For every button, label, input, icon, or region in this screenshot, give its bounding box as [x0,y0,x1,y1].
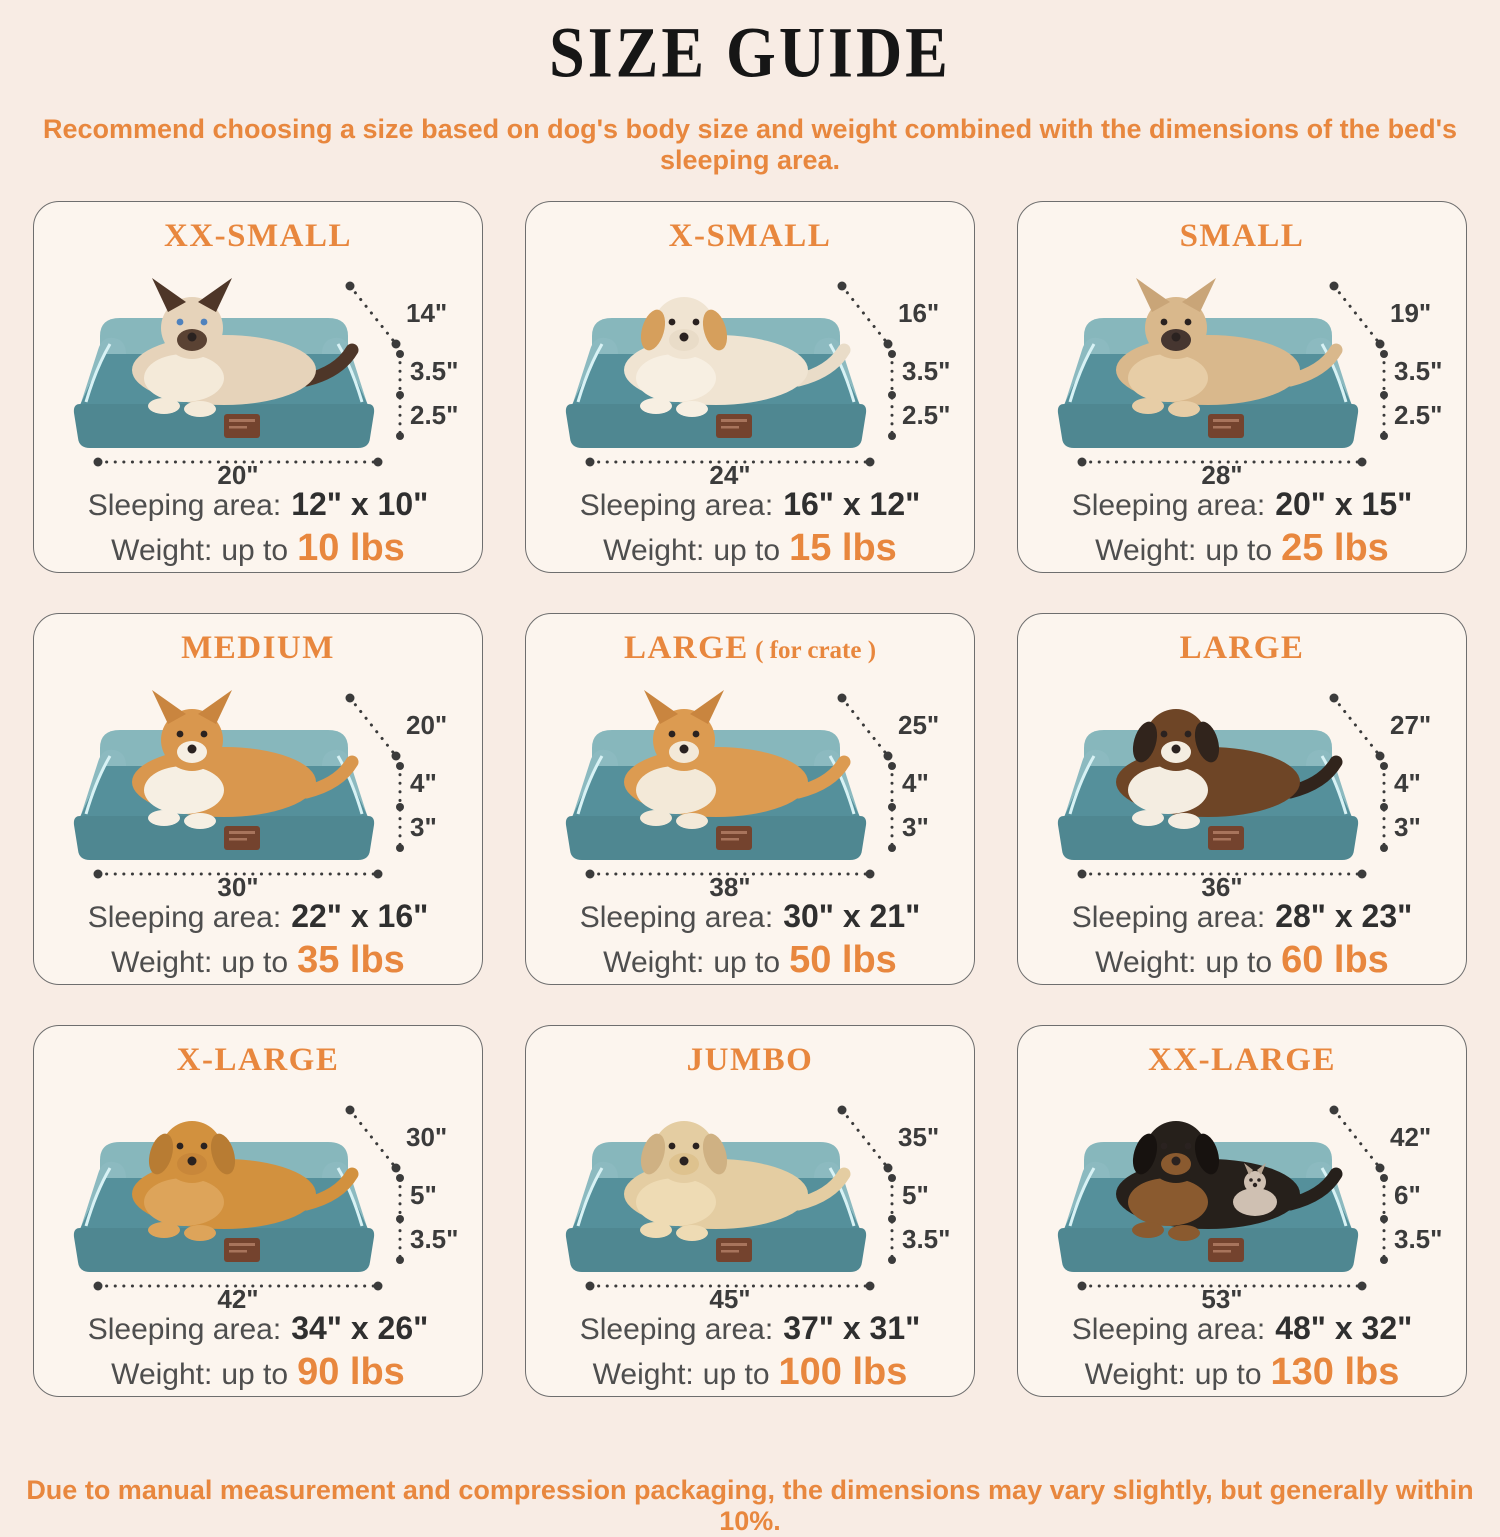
pet-paw [1132,398,1164,414]
pet-eye [1161,319,1168,326]
card-title [34,216,482,256]
sleeping-area-label: Sleeping area: [1071,1313,1266,1346]
pet-chest [1128,354,1208,402]
base-height-dimension-label: 3.5" [902,1224,951,1254]
sleeping-area-line [34,1310,482,1347]
base-height-dimension-label: 2.5" [1394,400,1443,430]
pet-eye [693,731,700,738]
pet-paw [640,810,672,826]
up-to-label: up to [702,1358,770,1391]
pet-paw [640,398,672,414]
bed-illustration [34,664,483,898]
sleeping-area-label: Sleeping area: [579,489,774,522]
pet-chest [636,766,716,814]
pet-nose [680,1157,689,1166]
pet-nose [1172,745,1181,754]
pet-eye [669,319,676,326]
bed-illustration [1018,1076,1467,1310]
pet-eye [1185,731,1192,738]
weight-line [526,1351,974,1394]
size-label: LARGE [623,630,749,666]
brand-tag-icon [1208,826,1244,850]
pet-paw [676,1225,708,1241]
base-height-dimension-label: 3.5" [1394,1224,1443,1254]
sleeping-area-label: Sleeping area: [579,901,774,934]
weight-value: 130 lbs [1270,1351,1400,1393]
weight-line [1018,939,1466,982]
bed-illustration [526,1076,975,1310]
pet-eye [1185,319,1192,326]
size-label: LARGE [1179,630,1305,666]
brand-tag-icon [224,826,260,850]
pet-paw [1168,1225,1200,1241]
bed-illustration [526,664,975,898]
pet-paw [184,813,216,829]
weight-line [526,939,974,982]
weight-line [1018,527,1466,570]
pet-paw [148,398,180,414]
pet-eye [1185,1143,1192,1150]
pet-paw [640,1222,672,1238]
pet-nose [1172,333,1181,342]
pet-chest [636,354,716,402]
weight-label: Weight: [603,534,705,567]
sleeping-area-value: 20" x 15" [1275,486,1413,522]
weight-label: Weight: [1095,534,1197,567]
base-height-dimension-label: 3.5" [410,1224,459,1254]
depth-dimension-label: 20" [406,710,448,740]
width-dimension-label: 45" [709,1284,751,1310]
sleeping-area-line [1018,1310,1466,1347]
pet-nose [188,745,197,754]
depth-dimension-label: 42" [1390,1122,1432,1152]
up-to-label: up to [221,534,289,567]
weight-line [526,527,974,570]
bed-illustration [1018,664,1467,898]
size-card [1017,1025,1467,1397]
card-title [526,628,974,668]
width-dimension-label: 53" [1201,1284,1243,1310]
base-height-dimension-label: 2.5" [902,400,951,430]
sleeping-area-label: Sleeping area: [579,1313,774,1346]
width-dimension-label: 36" [1201,872,1243,898]
pet-nose [1172,1157,1181,1166]
pet-paw [1168,401,1200,417]
size-label: X-SMALL [668,218,832,254]
sleeping-area-value: 12" x 10" [291,486,429,522]
page-subtitle: Recommend choosing a size based on dog's body size and weight combined with the dimensions of the bed's sleeping area. [42,114,1458,175]
size-label: XX-LARGE [1147,1042,1336,1078]
card-title [526,1040,974,1080]
sleeping-area-label: Sleeping area: [1071,901,1266,934]
width-dimension-label: 38" [709,872,751,898]
size-label: XX-SMALL [163,218,352,254]
weight-line [34,1351,482,1394]
footer-note: Due to manual measurement and compression packaging, the dimensions may vary slightly, but generally within 10%. [26,1475,1474,1536]
sleeping-area-value: 37" x 31" [783,1310,921,1346]
weight-label: Weight: [111,534,213,567]
sleeping-area-value: 28" x 23" [1275,898,1413,934]
up-to-label: up to [1205,534,1273,567]
depth-dimension-label: 19" [1390,298,1432,328]
weight-value: 50 lbs [789,939,897,981]
pet-nose [188,333,197,342]
bolster-height-dimension-label: 3.5" [410,356,459,386]
pet-eye [693,1143,700,1150]
size-label: X-LARGE [176,1042,340,1078]
sleeping-area-value: 34" x 26" [291,1310,429,1346]
width-dimension-label: 24" [709,460,751,486]
bolster-height-dimension-label: 4" [902,768,929,798]
card-title [1018,216,1466,256]
size-card [1017,201,1467,573]
brand-tag-icon [1208,414,1244,438]
bed-illustration [1018,252,1467,486]
base-height-dimension-label: 3" [1394,812,1421,842]
sleeping-area-value: 22" x 16" [291,898,429,934]
pet-eye [177,731,184,738]
size-label: SMALL [1179,218,1305,254]
depth-dimension-label: 30" [406,1122,448,1152]
weight-value: 100 lbs [778,1351,908,1393]
card-title [1018,1040,1466,1080]
sleeping-area-value: 16" x 12" [783,486,921,522]
weight-label: Weight: [1084,1358,1186,1391]
sleeping-area-line [34,898,482,935]
weight-line [34,939,482,982]
base-height-dimension-label: 3" [902,812,929,842]
pet-paw [148,1222,180,1238]
pet-chest [144,354,224,402]
sleeping-area-label: Sleeping area: [87,901,282,934]
brand-tag-icon [716,414,752,438]
pet-eye [1161,731,1168,738]
depth-dimension-label: 25" [898,710,940,740]
page-title: SIZE GUIDE [549,12,951,93]
sleeping-area-line [526,898,974,935]
pet-nose [188,1157,197,1166]
size-card [1017,613,1467,985]
size-label: MEDIUM [181,630,335,666]
pet-paw [1168,813,1200,829]
width-dimension-label: 30" [217,872,259,898]
sleeping-area-value: 48" x 32" [1275,1310,1413,1346]
pet-chest [144,1178,224,1226]
pet-paw [676,401,708,417]
sleeping-area-line [1018,486,1466,523]
card-title [1018,628,1466,668]
weight-label: Weight: [592,1358,694,1391]
up-to-label: up to [221,946,289,979]
up-to-label: up to [1194,1358,1262,1391]
weight-line [34,527,482,570]
pet-eye [669,1143,676,1150]
sleeping-area-label: Sleeping area: [1071,489,1266,522]
pet-paw [184,1225,216,1241]
width-dimension-label: 28" [1201,460,1243,486]
weight-label: Weight: [603,946,705,979]
weight-value: 35 lbs [297,939,405,981]
sleeping-area-line [526,486,974,523]
sleeping-area-line [526,1310,974,1347]
card-title [526,216,974,256]
size-card [33,1025,483,1397]
depth-dimension-label: 14" [406,298,448,328]
width-dimension-label: 20" [217,460,259,486]
depth-dimension-label: 35" [898,1122,940,1152]
size-suffix: ( for crate ) [748,637,877,664]
size-card [33,201,483,573]
bolster-height-dimension-label: 5" [902,1180,929,1210]
pet-paw [676,813,708,829]
pet-paw [148,810,180,826]
pet-nose [680,745,689,754]
weight-label: Weight: [1095,946,1197,979]
weight-label: Weight: [111,946,213,979]
bolster-height-dimension-label: 3.5" [902,356,951,386]
sleeping-area-label: Sleeping area: [87,489,282,522]
pet-chest [144,766,224,814]
pet-nose [680,333,689,342]
weight-value: 15 lbs [789,527,897,569]
pet-eye [201,731,208,738]
pet-eye [177,319,184,326]
size-card [33,613,483,985]
width-dimension-label: 42" [217,1284,259,1310]
bed-illustration [34,1076,483,1310]
weight-value: 10 lbs [297,527,405,569]
pet-chest [1128,1178,1208,1226]
size-card-grid [33,201,1467,1397]
bed-illustration [34,252,483,486]
up-to-label: up to [713,946,781,979]
bolster-height-dimension-label: 4" [1394,768,1421,798]
bolster-height-dimension-label: 3.5" [1394,356,1443,386]
weight-value: 25 lbs [1281,527,1389,569]
pet-chest [1128,766,1208,814]
card-title [34,1040,482,1080]
bolster-height-dimension-label: 6" [1394,1180,1421,1210]
card-title [34,628,482,668]
depth-dimension-label: 27" [1390,710,1432,740]
pet-paw [184,401,216,417]
sleeping-area-value: 30" x 21" [783,898,921,934]
pet-eye [693,319,700,326]
pet-eye [177,1143,184,1150]
size-card [525,1025,975,1397]
brand-tag-icon [224,414,260,438]
weight-value: 90 lbs [297,1351,405,1393]
weight-line [1018,1351,1466,1394]
pet-paw [1132,1222,1164,1238]
size-card [525,613,975,985]
pet-eye [669,731,676,738]
depth-dimension-label: 16" [898,298,940,328]
pet-eye [201,1143,208,1150]
brand-tag-icon [224,1238,260,1262]
size-card [525,201,975,573]
size-label: JUMBO [686,1042,814,1078]
brand-tag-icon [716,826,752,850]
bolster-height-dimension-label: 5" [410,1180,437,1210]
brand-tag-icon [1208,1238,1244,1262]
weight-label: Weight: [111,1358,213,1391]
pet-eye [1161,1143,1168,1150]
weight-value: 60 lbs [1281,939,1389,981]
pet-eye [201,319,208,326]
bolster-height-dimension-label: 4" [410,768,437,798]
sleeping-area-line [34,486,482,523]
sleeping-area-line [1018,898,1466,935]
bed-illustration [526,252,975,486]
up-to-label: up to [1205,946,1273,979]
sleeping-area-label: Sleeping area: [87,1313,282,1346]
brand-tag-icon [716,1238,752,1262]
pet-chest [636,1178,716,1226]
base-height-dimension-label: 3" [410,812,437,842]
up-to-label: up to [221,1358,289,1391]
base-height-dimension-label: 2.5" [410,400,459,430]
up-to-label: up to [713,534,781,567]
pet-paw [1132,810,1164,826]
